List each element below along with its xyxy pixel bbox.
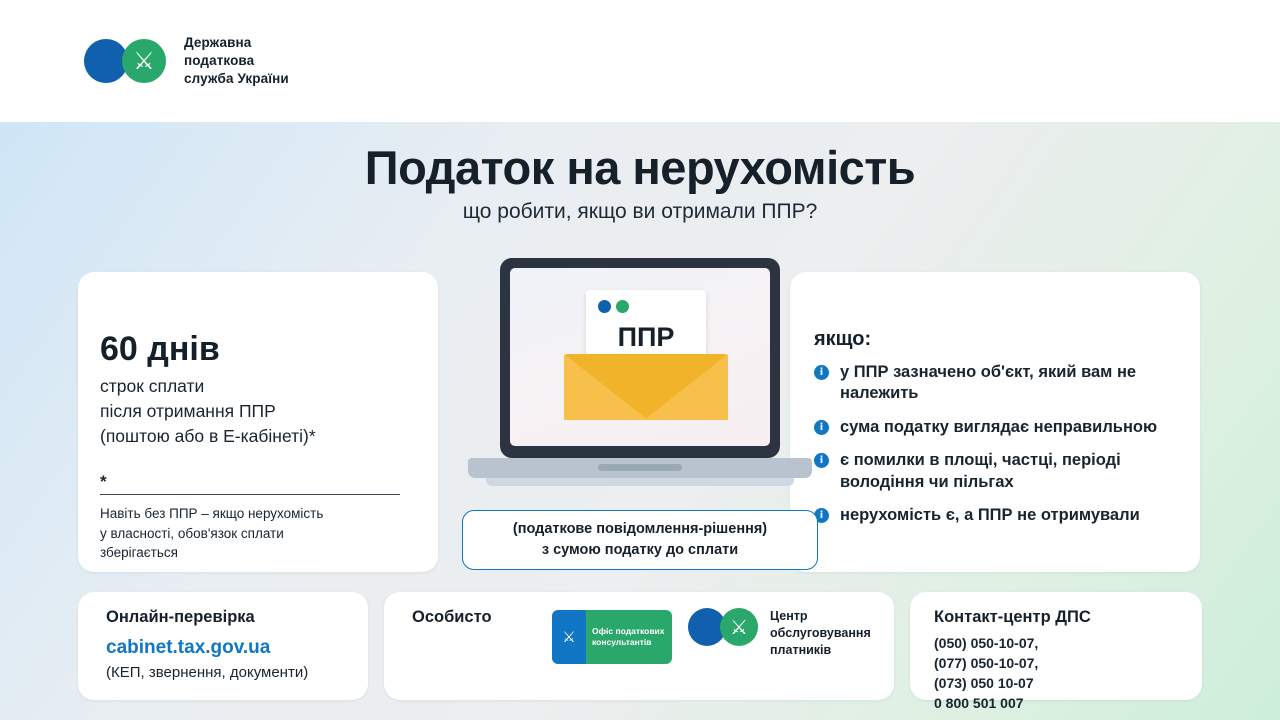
envelope-right-flap-icon <box>644 354 728 420</box>
service-center-line-2: обслуговування <box>770 625 871 640</box>
payment-lead-line-3: (поштою або в Е-кабінеті)* <box>100 425 316 446</box>
list-item <box>814 450 1186 493</box>
info-icon: i <box>814 420 829 435</box>
online-check-card <box>78 592 368 700</box>
phone-line: (077) 050-10-07, <box>934 654 1039 671</box>
info-icon: i <box>814 508 829 523</box>
list-item-label: у ППР зазначено об'єкт, який вам не належить <box>840 363 1137 403</box>
in-person-title: Особисто <box>412 608 492 626</box>
opk-label: Офіс податкових консультантів <box>586 610 672 664</box>
tax-consultants-office-badge <box>552 610 672 664</box>
logo-green-circle-icon <box>122 39 166 83</box>
laptop-foot <box>486 478 794 486</box>
laptop-illustration <box>468 258 812 508</box>
in-person-card <box>384 592 894 700</box>
list-item-label: нерухомість є, а ППР не отримували <box>840 506 1140 525</box>
contact-center-card <box>910 592 1202 711</box>
payment-footnote-line-2: у власності, обов'язок сплати <box>100 525 284 541</box>
list-item <box>814 505 1186 526</box>
payment-lead-line-1: строк сплати <box>100 376 205 396</box>
letter-green-dot-icon <box>616 300 629 313</box>
contact-phones <box>934 634 1038 714</box>
payment-lead-line-2: після отримання ППР <box>100 400 276 421</box>
logo-line-1: Державна <box>184 34 252 50</box>
header-bar <box>0 0 1280 122</box>
phone-line: 0 800 501 007 <box>934 694 1024 711</box>
opk-tryzub-icon: ⚔ <box>552 610 586 664</box>
envelope-left-flap-icon <box>564 354 648 420</box>
logo <box>84 34 289 89</box>
page-subtitle: що робити, якщо ви отримали ППР? <box>462 200 818 223</box>
ppr-caption <box>462 510 818 570</box>
payment-lead <box>100 374 420 449</box>
service-center-line-1: Центр <box>770 609 808 623</box>
laptop-base <box>468 458 812 478</box>
divider <box>100 494 400 495</box>
phone-line: (073) 050 10-07 <box>934 674 1034 691</box>
footnote-star: * <box>100 472 107 491</box>
payment-footnote-line-3: зберігається <box>100 545 178 561</box>
ppr-caption-line-1: (податкове повідомлення-рішення) <box>512 520 768 537</box>
logo-mark <box>84 39 174 83</box>
list-item-label: сума податку виглядає неправильною <box>840 417 1158 436</box>
logo-line-2: податкова <box>184 52 255 68</box>
info-icon: i <box>814 365 829 380</box>
list-item-label: є помилки в площі, частці, періоді володіння чи пільгах <box>840 451 1121 491</box>
payment-card <box>78 272 438 572</box>
reconciliation-card <box>790 272 1200 572</box>
page-title: Податок на нерухомість <box>364 141 916 194</box>
online-check-note: (КЕП, звернення, документи) <box>106 664 309 681</box>
letter-logo-dots <box>598 300 629 313</box>
laptop-screen <box>510 268 770 446</box>
cabinet-link[interactable]: cabinet.tax.gov.ua <box>106 637 271 658</box>
logo-text <box>184 34 289 89</box>
phone-line: (050) 050-10-07, <box>934 635 1039 651</box>
service-center-label <box>770 608 890 659</box>
service-center-green-circle-icon: ⚔ <box>720 608 758 646</box>
service-center-line-3: платників <box>770 642 832 657</box>
payment-footnote-line-1: Навіть без ППР – якщо нерухомість <box>100 506 324 521</box>
payment-footnote <box>100 504 418 563</box>
tryzub-icon: ⚔ <box>133 47 155 75</box>
contact-center-title: Контакт-центр ДПС <box>934 608 1091 626</box>
ppr-caption-line-2: з сумою податку до сплати <box>541 542 739 558</box>
list-item <box>814 417 1186 438</box>
letter-title: ППР <box>617 322 675 352</box>
letter-blue-dot-icon <box>598 300 611 313</box>
reconciliation-if-label: якщо: <box>814 328 872 350</box>
laptop-screen-frame <box>500 258 780 458</box>
online-check-title: Онлайн-перевірка <box>106 608 255 626</box>
reconciliation-list <box>814 362 1186 539</box>
service-center-logo <box>688 608 760 646</box>
payment-days: 60 днів <box>100 330 220 368</box>
list-item <box>814 362 1186 405</box>
logo-line-3: служба України <box>184 71 289 87</box>
info-icon: i <box>814 453 829 468</box>
